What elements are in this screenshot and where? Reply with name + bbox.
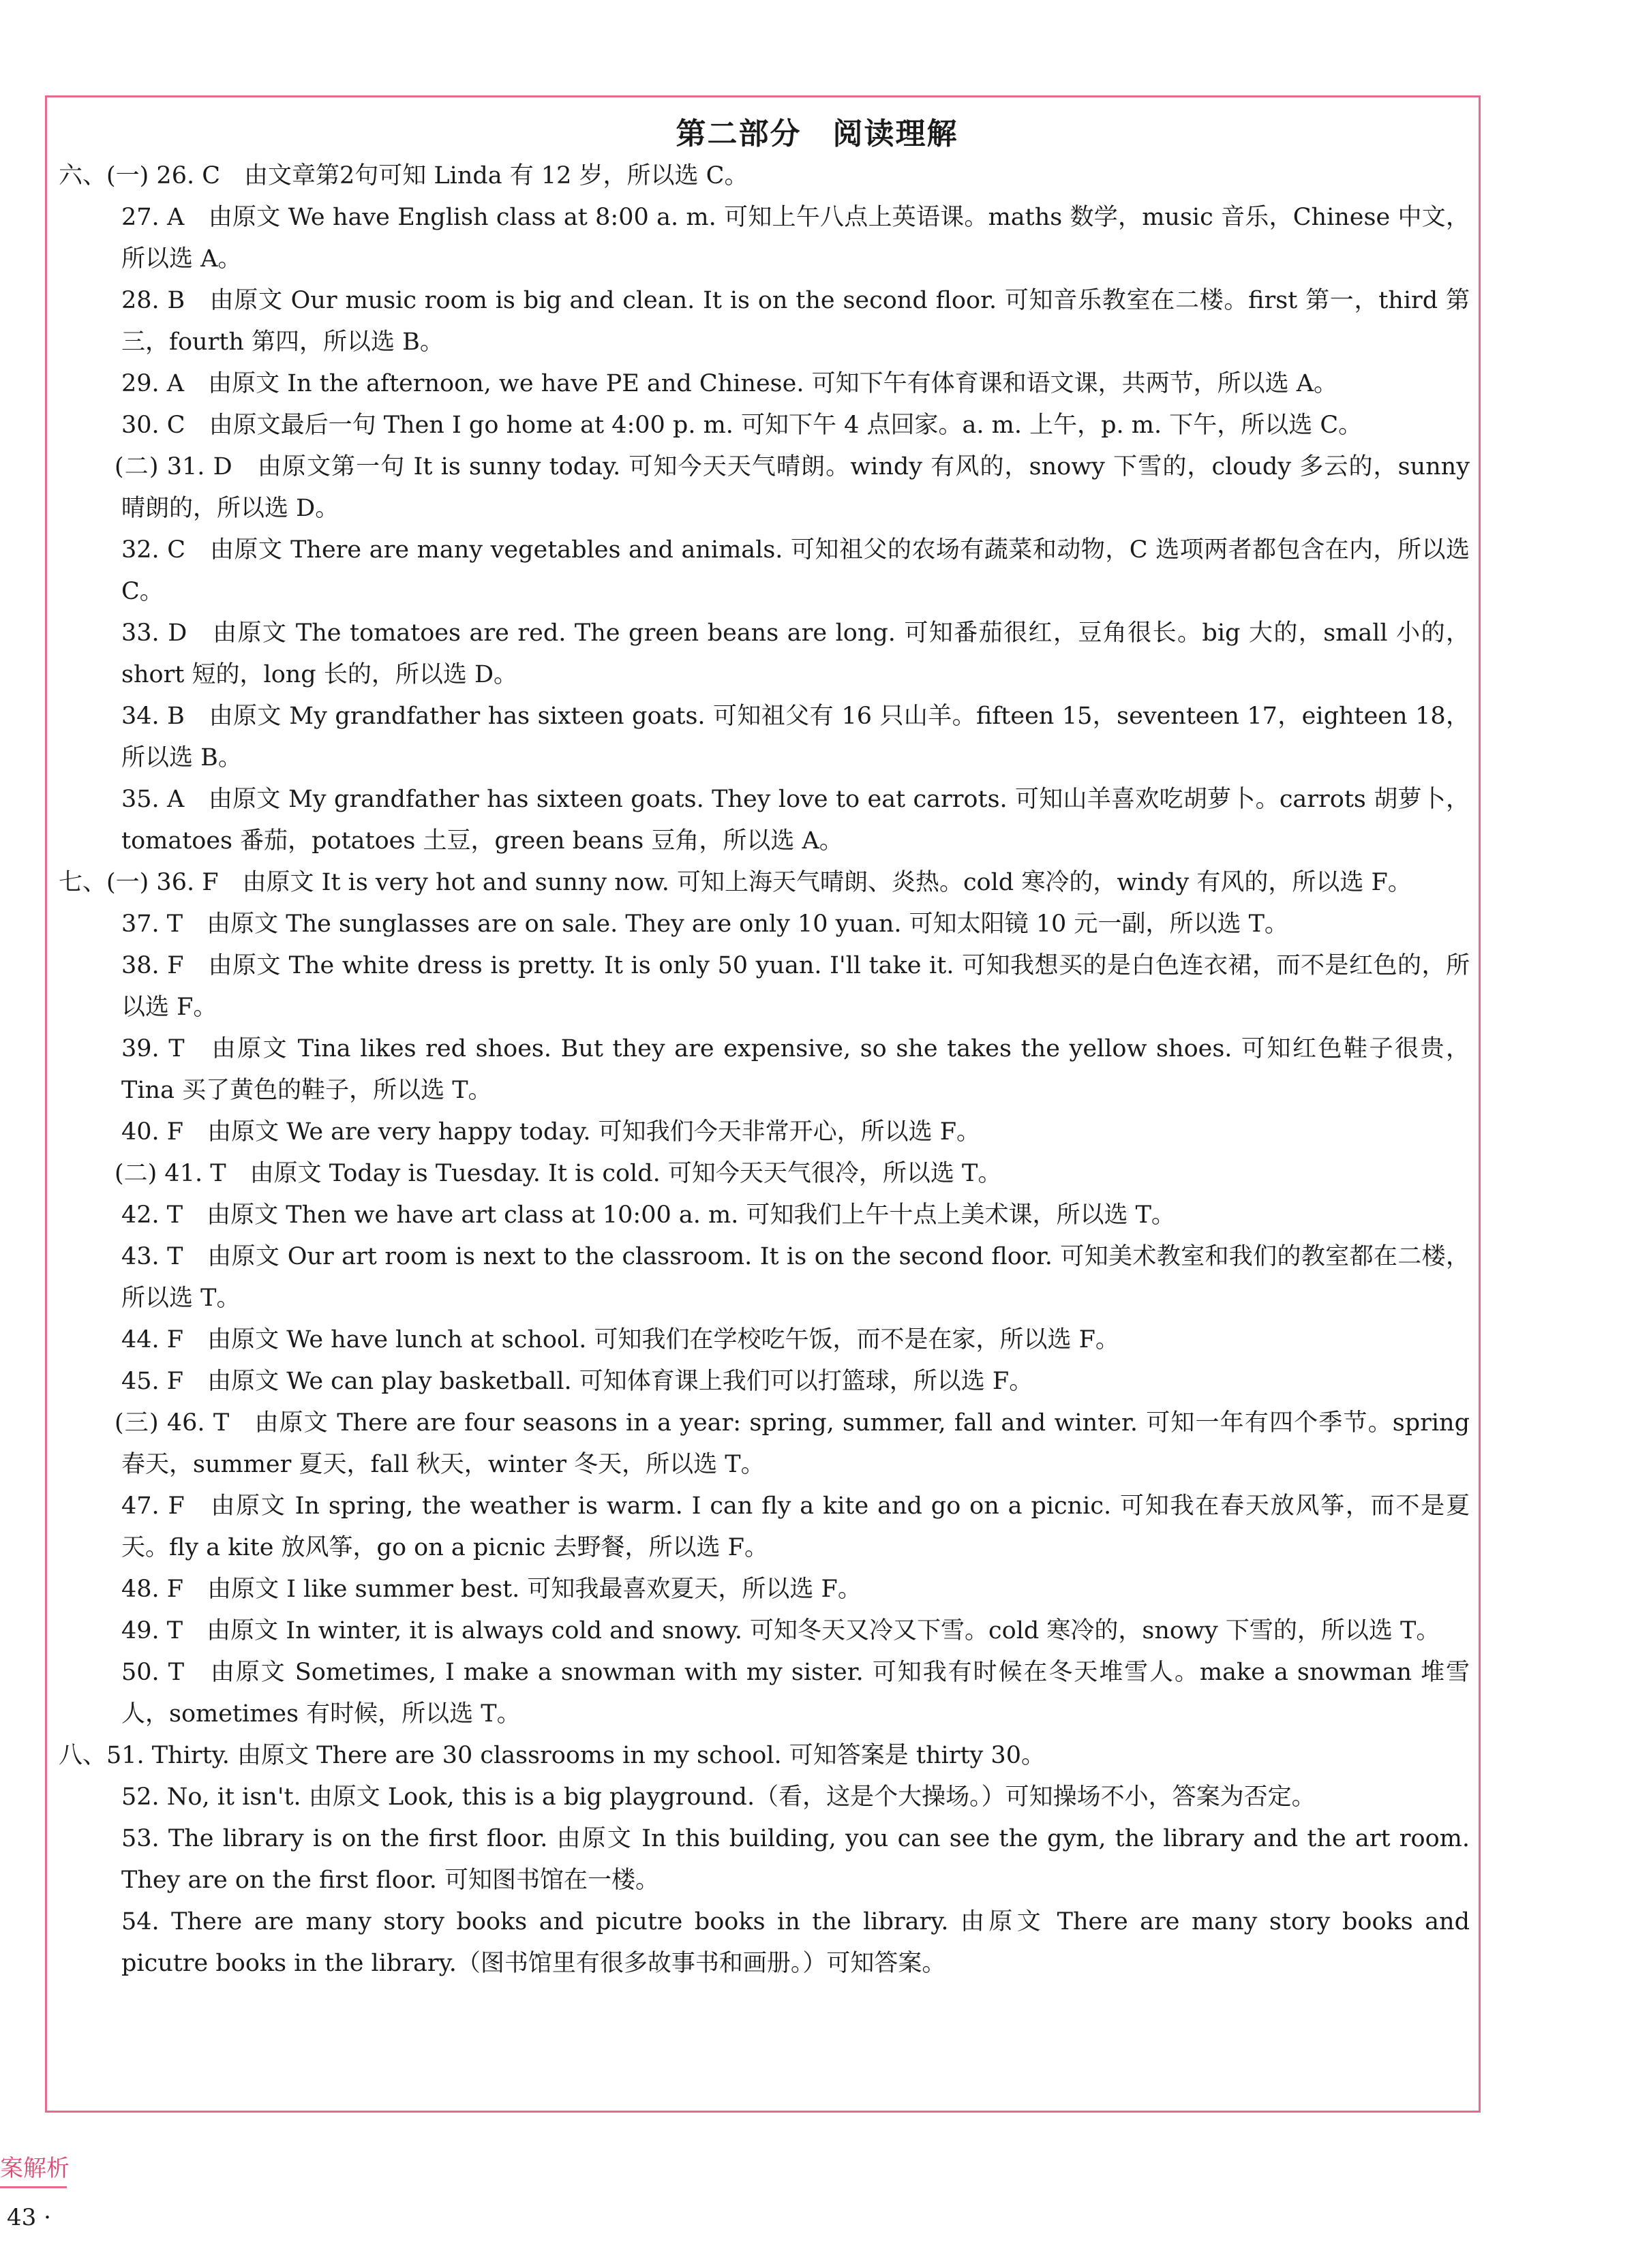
answer-item: 43. T 由原文 Our art room is next to the classroom. It is on the second floor. 可知美术教室和我们的教室都在二楼，所以选 T。 [121, 1243, 1470, 1312]
answer-item: 49. T 由原文 In winter, it is always cold and snowy. 可知冬天又冷又下雪。cold 寒冷的，snowy 下雪的，所以选 T。 [121, 1617, 1440, 1644]
footer-divider [0, 2186, 67, 2188]
answer-item: 47. F 由原文 In spring, the weather is warm. I can fly a kite and go on a picnic. 可知我在春天放风筝，而不是夏天。fly a kite 放风筝，go on a picnic 去野餐，所以选 F。 [121, 1492, 1470, 1561]
section-title: 第二部分 阅读理解 [676, 117, 958, 151]
footer-label: 案解析 [0, 2155, 70, 2182]
answer-list [59, 155, 1470, 1984]
answer-item: (二) 41. T 由原文 Today is Tuesday. It is cold. 可知今天天气很冷，所以选 T。 [115, 1160, 1002, 1187]
answer-item: 48. F 由原文 I like summer best. 可知我最喜欢夏天，所以选 F。 [121, 1576, 862, 1603]
answer-item: (二) 31. D 由原文第一句 It is sunny today. 可知今天天气晴朗。windy 有风的，snowy 下雪的，cloudy 多云的，sunny 晴朗的，所以选 D。 [115, 453, 1470, 522]
answer-item: 29. A 由原文 In the afternoon, we have PE and Chinese. 可知下午有体育课和语文课，共两节，所以选 A。 [121, 370, 1338, 397]
answer-item: 42. T 由原文 Then we have art class at 10:00 a. m. 可知我们上午十点上美术课，所以选 T。 [121, 1201, 1175, 1229]
answer-item: 32. C 由原文 There are many vegetables and animals. 可知祖父的农场有蔬菜和动物，C 选项两者都包含在内，所以选 C。 [121, 536, 1470, 605]
answer-item: 33. D 由原文 The tomatoes are red. The green beans are long. 可知番茄很红，豆角很长。big 大的，small 小的，short 短的，long 长的，所以选 D。 [121, 619, 1470, 688]
answer-item: 八、51. Thirty. 由原文 There are 30 classrooms in my school. 可知答案是 thirty 30。 [59, 1742, 1045, 1769]
answer-item: 53. The library is on the first floor. 由原文 In this building, you can see the gym, the library and the art room. They are on the first floor. 可知图书馆在一楼。 [121, 1825, 1470, 1894]
answer-item: 40. F 由原文 We are very happy today. 可知我们今天非常开心，所以选 F。 [121, 1118, 981, 1146]
answer-item: (三) 46. T 由原文 There are four seasons in a year: spring, summer, fall and winter. 可知一年有四个季节。spring 春天，summer 夏天，fall 秋天，winter 冬天，所以选 T。 [115, 1409, 1470, 1478]
answer-item: 52. No, it isn't. 由原文 Look, this is a big playground.（看，这是个大操场。）可知操场不小，答案为否定。 [121, 1783, 1316, 1811]
answer-item: 34. B 由原文 My grandfather has sixteen goats. 可知祖父有 16 只山羊。fifteen 15，seventeen 17，eighteen 18，所以选 B。 [121, 703, 1470, 771]
answer-item: 50. T 由原文 Sometimes, I make a snowman with my sister. 可知我有时候在冬天堆雪人。make a snowman 堆雪人，sometimes 有时候，所以选 T。 [121, 1659, 1470, 1728]
answer-item: 35. A 由原文 My grandfather has sixteen goats. They love to eat carrots. 可知山羊喜欢吃胡萝卜。carrots 胡萝卜，tomatoes 番茄，potatoes 土豆，green beans 豆角，所以选 A。 [121, 786, 1470, 855]
answer-item: 六、(一) 26. C 由文章第2句可知 Linda 有 12 岁，所以选 C。 [59, 162, 748, 189]
answer-item: 38. F 由原文 The white dress is pretty. It is only 50 yuan. I'll take it. 可知我想买的是白色连衣裙，而不是红色的，所以选 F。 [121, 952, 1470, 1021]
answer-item: 44. F 由原文 We have lunch at school. 可知我们在学校吃午饭，而不是在家，所以选 F。 [121, 1326, 1119, 1353]
answer-item: 39. T 由原文 Tina likes red shoes. But they are expensive, so she takes the yellow shoes. 可知红色鞋子很贵，Tina 买了黄色的鞋子，所以选 T。 [121, 1035, 1470, 1104]
answer-item: 七、(一) 36. F 由原文 It is very hot and sunny now. 可知上海天气晴朗、炎热。cold 寒冷的，windy 有风的，所以选 F。 [59, 869, 1412, 896]
answer-item: 37. T 由原文 The sunglasses are on sale. They are only 10 yuan. 可知太阳镜 10 元一副，所以选 T。 [121, 910, 1288, 938]
answer-item: 30. C 由原文最后一句 Then I go home at 4:00 p. m. 可知下午 4 点回家。a. m. 上午，p. m. 下午，所以选 C。 [121, 412, 1363, 439]
answer-item: 27. A 由原文 We have English class at 8:00 a. m. 可知上午八点上英语课。maths 数学，music 音乐，Chinese 中文，所以选 A。 [121, 204, 1470, 273]
answer-item: 45. F 由原文 We can play basketball. 可知体育课上我们可以打篮球，所以选 F。 [121, 1368, 1033, 1395]
answer-item: 28. B 由原文 Our music room is big and clean. It is on the second floor. 可知音乐教室在二楼。first 第一，third 第三，fourth 第四，所以选 B。 [121, 287, 1470, 356]
page-number: 43 · [7, 2204, 51, 2231]
answer-item: 54. There are many story books and picutre books in the library. 由原文 There are many story books and picutre books in the library.（图书馆里有很多故事书和画册。）可知答案。 [121, 1908, 1470, 1977]
